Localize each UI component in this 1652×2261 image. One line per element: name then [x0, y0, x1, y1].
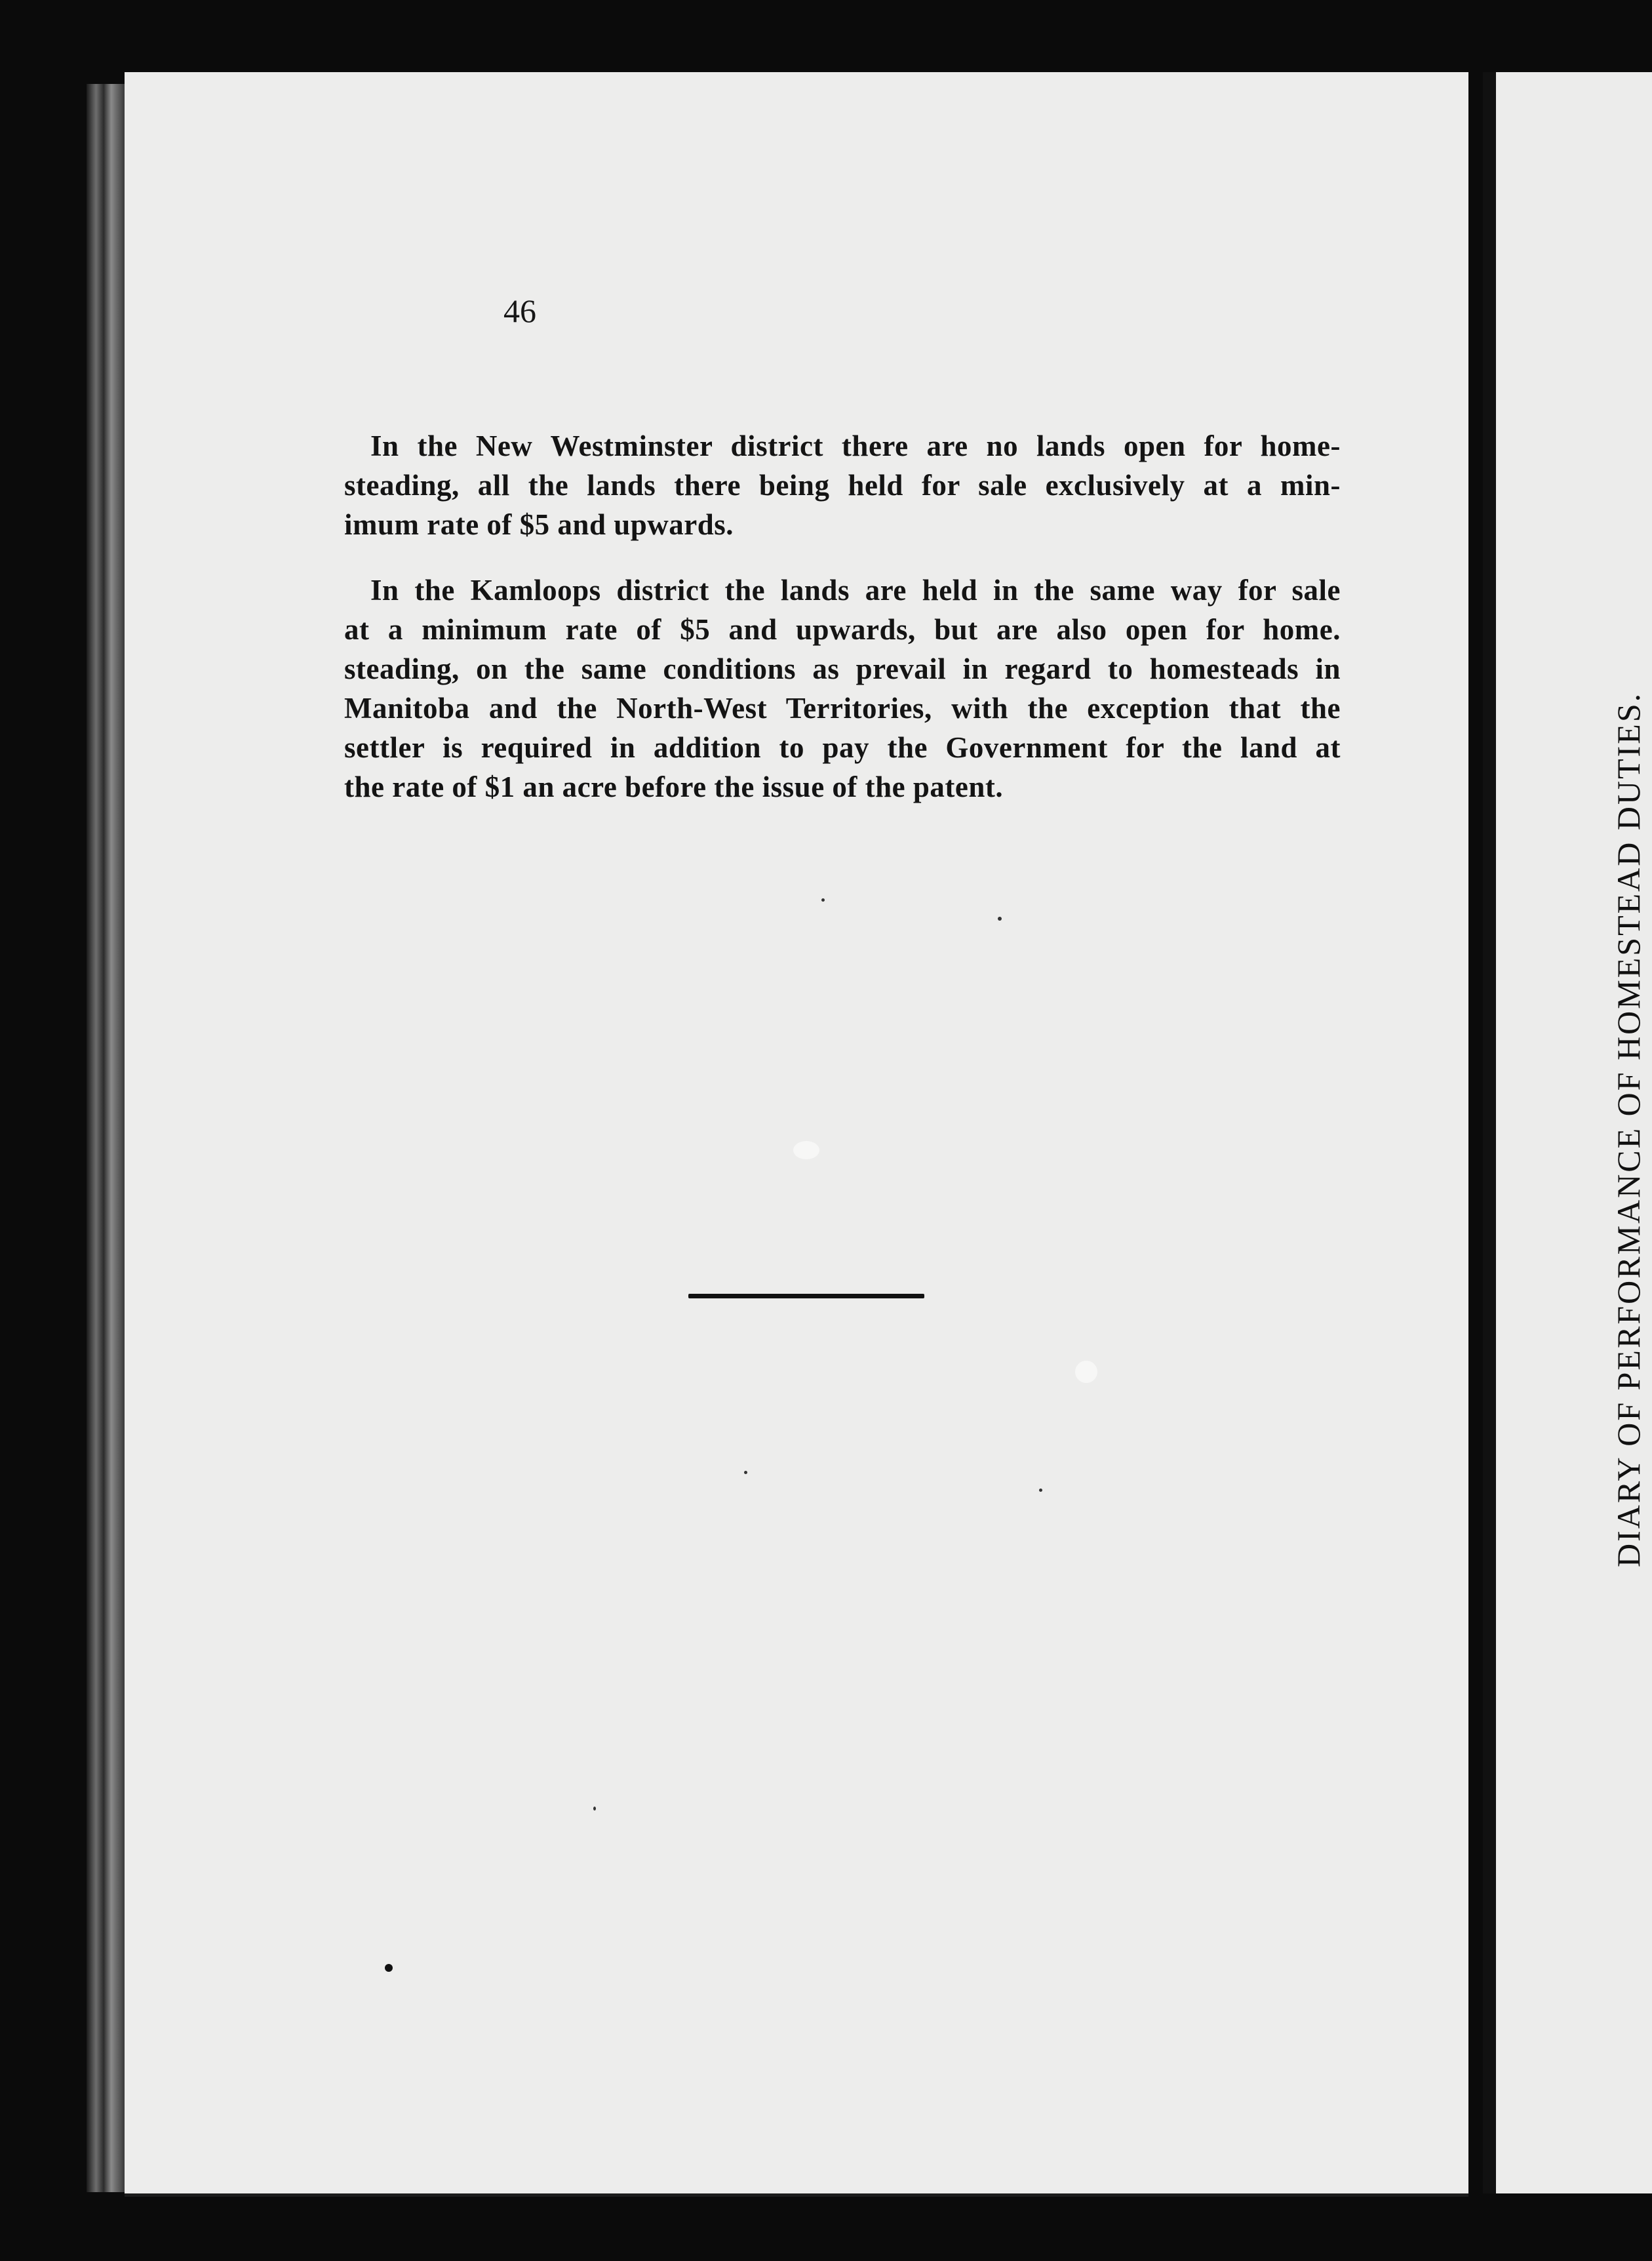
ink-speck [821, 898, 825, 902]
paragraph-gap [344, 544, 1341, 570]
facing-page-spine-text: DIARY OF PERFORMANCE OF HOMESTEAD DUTIES. [1610, 691, 1647, 1567]
page-number: 46 [503, 292, 536, 329]
ink-speck [1039, 1489, 1042, 1492]
text-line: imum rate of $5 and upwards. [344, 508, 734, 541]
text-line: steading, all the lands there being held for sale exclusively at a min- [344, 469, 1341, 502]
text-line: In the New Westminster district there are no lands open for home- [370, 430, 1341, 462]
paragraph-1 [344, 426, 1341, 544]
text-line: steading, on the same conditions as prevail in regard to homesteads in [344, 652, 1341, 685]
ink-speck [744, 1471, 747, 1474]
text-line: settler is required in addition to pay the Government for the land at [344, 731, 1341, 764]
paper-blemish [1075, 1361, 1097, 1383]
ink-speck [998, 917, 1002, 921]
paper-blemish [793, 1141, 819, 1159]
section-divider-rule [688, 1294, 924, 1298]
ink-speck [385, 1964, 393, 1972]
text-line: at a minimum rate of $5 and upwards, but are also open for home. [344, 613, 1341, 646]
ink-speck [593, 1807, 596, 1811]
text-line: Manitoba and the North-West Territories, with the exception that the [344, 692, 1341, 725]
text-line: the rate of $1 an acre before the issue of the patent. [344, 770, 1004, 803]
document-page [125, 72, 1468, 2197]
book-edge [87, 84, 125, 2192]
text-line: In the Kamloops district the lands are held in the same way for sale [370, 574, 1341, 607]
paragraph-2 [344, 570, 1341, 807]
body-text [344, 426, 1341, 807]
